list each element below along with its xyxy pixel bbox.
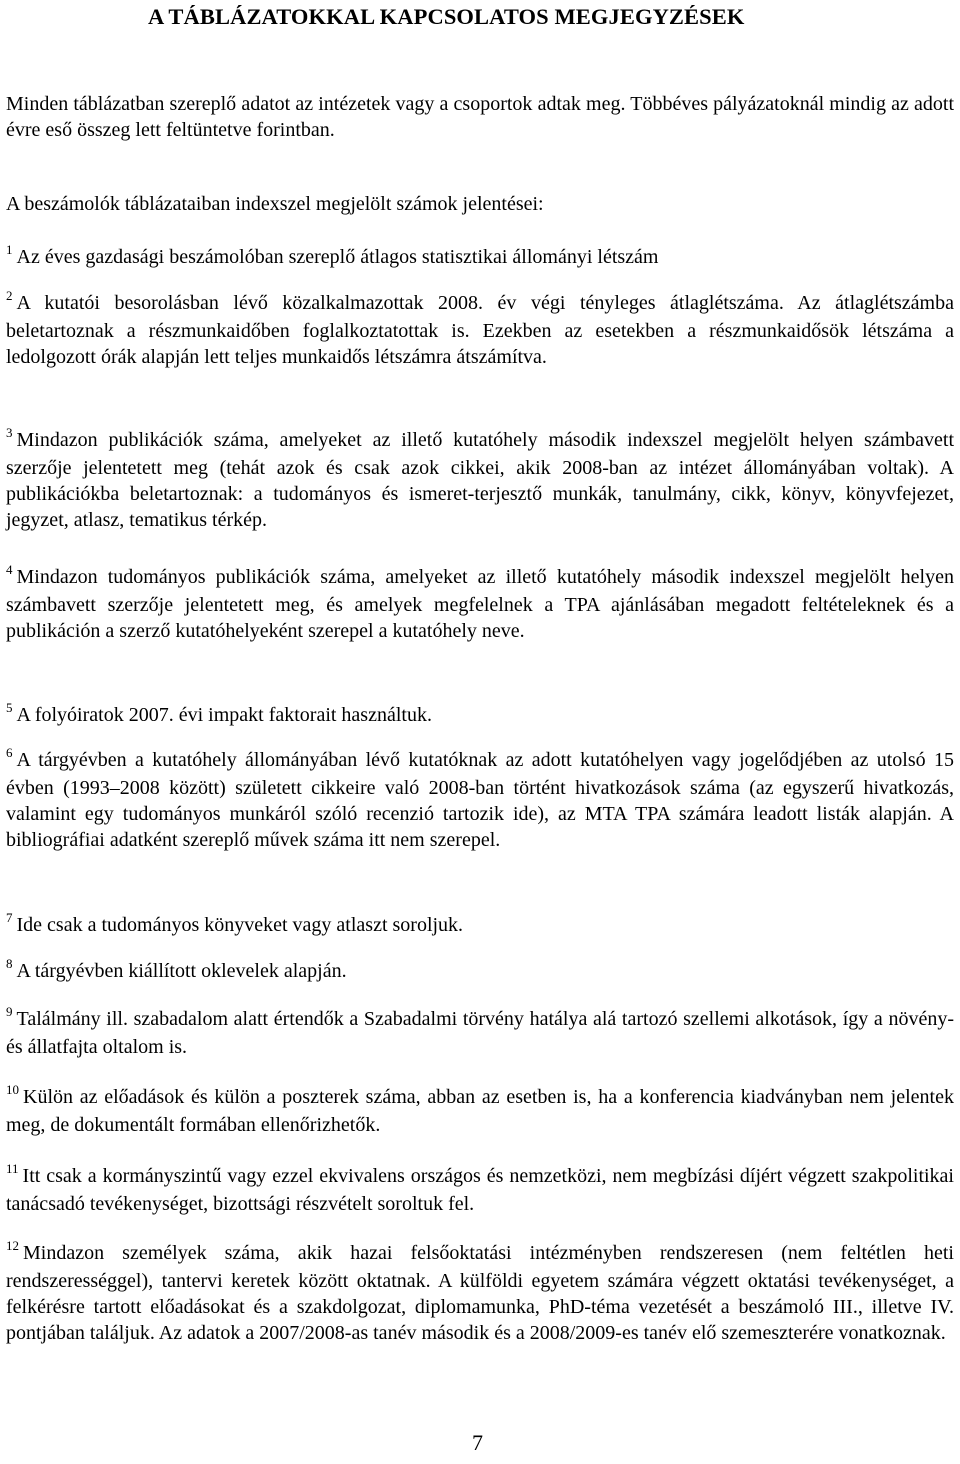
note-text: Mindazon tudományos publikációk száma, amelyeket az illető kutatóhely második indexszel megjelölt helyen számbavett szerzője jelentetett meg, és amelyek megfelelnek a TPA ajánlásában megadott feltételeknek és a publikáción a szerző kutatóhelyeként szerepel a kutatóhely neve. [6,566,954,642]
note-1 [6,244,954,272]
note-text: Mindazon személyek száma, akik hazai felsőoktatási intézményben rendszeresen (nem feltétlen heti rendszerességgel), tantervi keretek között oktatnak. A külföldi egyetem számára végzett oktatási tevékenységet, a felkérésre tartott előadásokat és a szakdolgozat, diplomamunka, PhD-téma vezetését a beszámoló III., illetve IV. pontjában találjuk. Az adatok a 2007/2008-as tanév második és a 2008/2009-es tanév elő szemeszterére vonatkoznak. [6,1242,954,1344]
note-number: 4 [6,562,13,577]
note-text: A kutatói besorolásban lévő közalkalmazottak 2008. év végi tényleges átlaglétszáma. Az átlaglétszámba beletartoznak a részmunkaidőben foglalkoztatottak is. Ezekben az esetekben a részmunkaidősök létszáma a ledolgozott órák alapján lett teljes munkaidős létszámra átszámítva. [6,292,954,368]
note-number: 12 [6,1238,19,1253]
note-number: 1 [6,242,13,257]
note-text: Ide csak a tudományos könyveket vagy atlaszt soroljuk. [16,914,464,936]
note-3 [6,427,954,533]
note-9 [6,1006,954,1060]
note-6 [6,747,954,853]
note-12 [6,1240,954,1346]
note-number: 7 [6,910,13,925]
note-11 [6,1163,954,1217]
note-text: Találmány ill. szabadalom alatt értendők a Szabadalmi törvény hatálya alá tartozó szellemi alkotások, így a növény- és állatfajta oltalom is. [6,1008,954,1058]
note-number: 6 [6,745,13,760]
note-8 [6,958,954,986]
note-number: 8 [6,956,13,971]
page-number: 7 [472,1430,483,1455]
note-number: 11 [6,1161,19,1176]
note-text: A tárgyévben kiállított oklevelek alapján. [16,960,347,982]
intro-paragraph: Minden táblázatban szereplő adatot az intézetek vagy a csoportok adtak meg. Többéves pályázatoknál mindig az adott évre eső összeg lett feltüntetve forintban. [6,93,954,141]
note-text: Külön az előadások és külön a poszterek száma, abban az esetben is, ha a konferencia kiadványban nem jelentek meg, de dokumentált formában ellenőrizhetők. [6,1086,954,1136]
note-4 [6,564,954,644]
note-10 [6,1084,954,1138]
note-number: 3 [6,425,13,440]
note-number: 10 [6,1082,19,1097]
note-2 [6,290,954,370]
note-text: Itt csak a kormányszintű vagy ezzel ekvivalens országos és nemzetközi, nem megbízási díjért végzett szakpolitikai tanácsadó tevékenységet, bizottsági részvételt soroltuk fel. [6,1165,954,1215]
note-number: 9 [6,1004,13,1019]
note-number: 2 [6,288,13,303]
note-7 [6,912,954,940]
note-number: 5 [6,700,13,715]
page-title: A TÁBLÁZATOKKAL KAPCSOLATOS MEGJEGYZÉSEK [148,4,745,29]
note-5 [6,702,954,730]
note-text: A tárgyévben a kutatóhely állományában lévő kutatóknak az adott kutatóhelyen vagy jogelődjében az utolsó 15 évben (1993–2008 között) született cikkeire való 2008-ban történt hivatkozások száma (az egyszerű hivatkozás, valamint egy tudományos munkáról szóló recenzió tartozik ide), az MTA TPA számára leadott listák alapján. A bibliográfiai adatként szereplő művek száma itt nem szerepel. [6,749,954,851]
note-text: Mindazon publikációk száma, amelyeket az illető kutatóhely második indexszel megjelölt helyen számbavett szerzője jelentetett meg (tehát azok és csak azok cikkei, akik 2008-ban az intézet állományában voltak). A publikációkba beletartoznak: a tudományos és ismeret-terjesztő munkák, tanulmány, cikk, könyv, könyvfejezet, jegyzet, atlasz, tematikus térkép. [6,429,954,531]
index-heading: A beszámolók táblázataiban indexszel megjelölt számok jelentései: [6,193,544,215]
note-text: A folyóiratok 2007. évi impakt faktorait használtuk. [16,704,432,726]
note-text: Az éves gazdasági beszámolóban szereplő átlagos statisztikai állományi létszám [16,246,659,268]
